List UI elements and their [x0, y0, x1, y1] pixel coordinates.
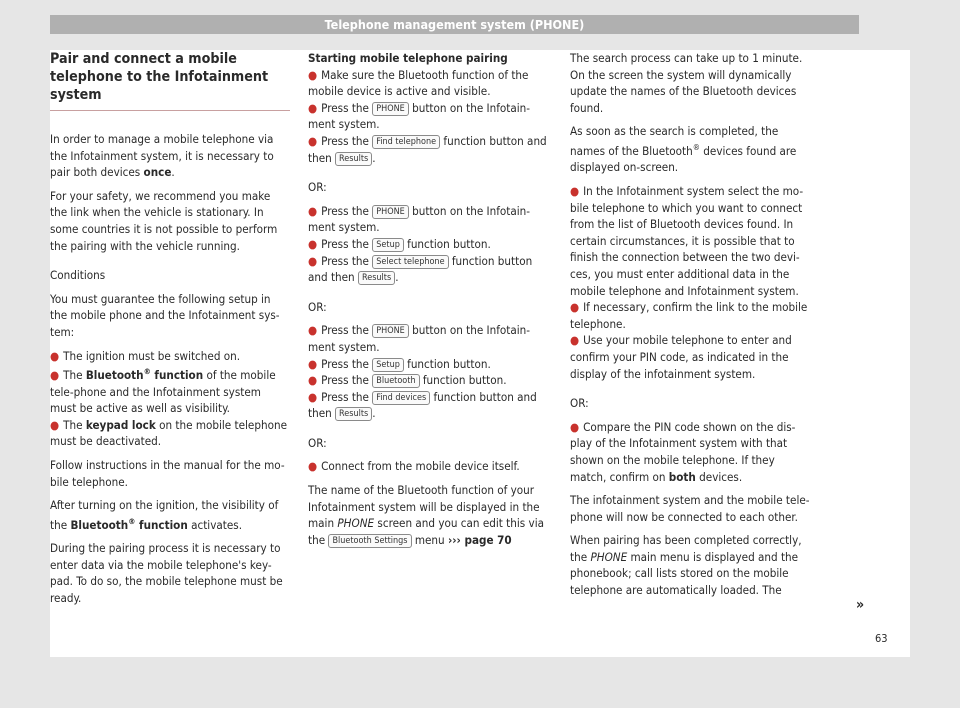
list-item: ● The keypad lock on the mobile telephone must be deactivated. — [50, 417, 287, 449]
paragraph-device-name: The name of the Bluetooth function of your Infotainment system will be displayed in the main PHONE screen and you can edit this via the Bluetooth Settings menu ››› page 70 — [308, 483, 544, 547]
setup-button: Setup — [372, 238, 404, 252]
list-item: ● Use your mobile telephone to enter and confirm your PIN code, as indicated in the display of the infotainment system. — [570, 333, 792, 381]
column-2 — [308, 50, 554, 555]
or-label: OR: — [570, 396, 589, 411]
bullet-icon: ● — [570, 419, 580, 434]
page-number: 63 — [875, 632, 888, 645]
phone-button: PHONE — [372, 324, 409, 338]
list-item: ● The Bluetooth® function of the mobile tele-phone and the Infotainment system must be active as well as visibility. — [50, 367, 276, 416]
or-label: OR: — [308, 180, 327, 195]
bullet-icon: ● — [308, 323, 318, 338]
section-title: Pair and connect a mobile telephone to the Infotainment system — [50, 50, 290, 111]
chapter-header: Telephone management system (PHONE) — [50, 15, 859, 34]
paragraph-setup: You must guarantee the following setup in the mobile phone and the Infotainment sys-tem: — [50, 291, 280, 339]
list-item: ● Press the PHONE button on the Infotain-ment system. — [308, 100, 531, 132]
bullet-icon: ● — [50, 417, 60, 432]
list-item: ● Press the PHONE button on the Infotain-ment system. — [308, 203, 531, 235]
bullet-icon: ● — [308, 356, 318, 371]
bullet-icon: ● — [308, 133, 318, 148]
paragraph-search: The search process can take up to 1 minute. On the screen the system will dynamically update the names of the Bluetooth devices found. — [570, 51, 803, 115]
list-item: ● Press the Setup function button. — [308, 356, 491, 371]
paragraph-safety: For your safety, we recommend you make the link when the vehicle is stationary. In some countries it is not possible to perform the pairing with the vehicle running. — [50, 188, 278, 253]
list-item: ● Press the Find telephone function button and then Results . — [308, 133, 547, 165]
list-item: ● Press the Setup function button. — [308, 236, 491, 251]
list-item: ● Press the Select telephone function button and then Results . — [308, 253, 533, 285]
bullet-icon: ● — [570, 300, 580, 315]
results-button: Results — [335, 152, 372, 166]
list-item: ● Compare the PIN code shown on the dis-play of the Infotainment system with that shown on the mobile telephone. If they match, confirm on both devices. — [570, 419, 796, 484]
list-item: ● Connect from the mobile device itself. — [308, 459, 520, 474]
paragraph-connected: The infotainment system and the mobile tele-phone will now be connected to each other. — [570, 493, 810, 524]
phone-button: PHONE — [372, 102, 409, 116]
conditions-heading: Conditions — [50, 268, 106, 283]
results-button: Results — [358, 271, 395, 285]
paragraph-keypad: During the pairing process it is necessary to enter data via the mobile telephone's key-pad. To do so, the mobile telephone must be ready. — [50, 541, 283, 605]
list-item: ● The ignition must be switched on. — [50, 348, 241, 363]
bullet-icon: ● — [308, 253, 318, 268]
select-telephone-button: Select telephone — [372, 255, 448, 269]
find-devices-button: Find devices — [372, 391, 430, 405]
find-telephone-button: Find telephone — [372, 135, 440, 149]
page-reference-link: ››› page 70 — [447, 532, 512, 547]
paragraph-intro: In order to manage a mobile telephone via the Infotainment system, it is necessary to pair both devices once. — [50, 132, 274, 180]
bullet-icon: ● — [308, 100, 318, 115]
paragraph-search-complete: As soon as the search is completed, the names of the Bluetooth® devices found are displayed on-screen. — [570, 124, 797, 175]
or-label: OR: — [308, 435, 327, 450]
bullet-icon: ● — [308, 67, 318, 82]
bullet-icon: ● — [570, 333, 580, 348]
paragraph-manual: Follow instructions in the manual for the mo-bile telephone. — [50, 457, 285, 489]
bullet-icon: ● — [308, 373, 318, 388]
or-label: OR: — [308, 299, 327, 314]
list-item: ● Press the Find devices function button and then Results . — [308, 389, 537, 421]
bullet-icon: ● — [50, 348, 60, 363]
list-item: ● Press the PHONE button on the Infotain-ment system. — [308, 323, 531, 354]
results-button: Results — [335, 407, 372, 421]
list-item: ● If necessary, confirm the link to the mobile telephone. — [570, 300, 808, 331]
bullet-icon: ● — [50, 367, 60, 382]
column-3 — [570, 50, 810, 606]
bullet-icon: ● — [308, 389, 318, 404]
bluetooth-settings-button: Bluetooth Settings — [328, 534, 411, 548]
continue-marker: » — [856, 597, 865, 613]
list-item: ● Press the Bluetooth function button. — [308, 373, 507, 388]
bullet-icon: ● — [308, 236, 318, 251]
bullet-icon: ● — [308, 203, 318, 218]
phone-button: PHONE — [372, 205, 409, 219]
list-item: ● In the Infotainment system select the mo-bile telephone to which you want to connect from the list of Bluetooth devices found. In certain circumstances, it is possible that to finish the connection between the two devi-ces, you must enter additional data in the mobile telephone and Infotainment system. — [570, 184, 804, 298]
bluetooth-button: Bluetooth — [372, 374, 419, 388]
bullet-icon: ● — [308, 459, 318, 474]
paragraph-visibility: After turning on the ignition, the visibility of the Bluetooth® function activates. — [50, 498, 279, 532]
setup-button: Setup — [372, 358, 404, 372]
column-1 — [50, 50, 290, 614]
pairing-heading: Starting mobile telephone pairing — [308, 51, 508, 65]
list-item: ● Make sure the Bluetooth function of the mobile device is active and visible. — [308, 67, 529, 99]
paragraph-completed: When pairing has been completed correctly, the PHONE main menu is displayed and the phonebook; call lists stored on the mobile telephone are automatically loaded. The — [570, 533, 802, 598]
bullet-icon: ● — [570, 184, 580, 199]
